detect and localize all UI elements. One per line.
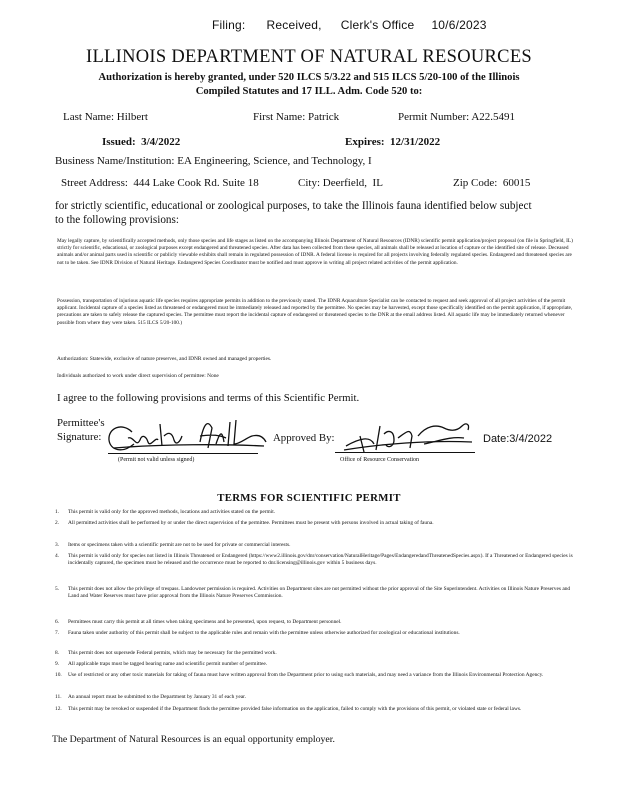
zip-label: Zip Code: (453, 177, 498, 189)
term-number: 6. (55, 619, 60, 625)
expires-row (345, 136, 440, 148)
authorization-scope: Authorization: Statewide, exclusive of nature preserves, and IDNR owned and managed properties. (57, 356, 272, 362)
purpose-line-1: for strictly scientific, educational or zoological purposes, to take the Illinois fauna identified below subject (55, 200, 532, 212)
expires-value: 12/31/2022 (390, 136, 441, 148)
state-value: IL (372, 177, 383, 189)
filing-label: Filing: (212, 18, 246, 32)
filing-stamp (212, 18, 487, 32)
term-number: 4. (55, 553, 60, 559)
first-name-value: Patrick (308, 111, 340, 123)
business-value: EA Engineering, Science, and Technology, I (177, 155, 372, 167)
approver-caption: Office of Resource Conservation (340, 457, 420, 463)
authorization-line-1: Authorization is hereby granted, under 520 ILCS 5/3.22 and 515 ILCS 5/20-100 of the Illinois (98, 72, 520, 83)
term-text: This permit does not supersede Federal permits, which may be necessary for the permitted work. (68, 650, 277, 656)
business-label: Business Name/Institution: (55, 155, 175, 167)
approver-signature-line (335, 452, 475, 453)
term-number: 9. (55, 661, 60, 667)
business-row (55, 155, 372, 167)
city-row (298, 177, 383, 189)
term-text: Items or specimens taken with a scientific permit are not to be used for private or commercial interests. (68, 542, 291, 548)
possession-provision: Possession, transportation of injurious aquatic life species requires appropriate permits in addition to the previously stated. The IDNR Aquaculture Specialist can be contacted to request and seek approval of all project activities of the permit applicant. Incidental capture of a species listed as threatened or endangered must be immediately released and reported by the permittee. No species may be harvested, except those specifically identified on the permit application, if appropriate, precautions are taken to safely release the captured species. The permittee must report the incidental capture of endangered or threatened species to the DNR at the email address listed. All aquatic life may be immediately returned whenever possible from where they were taken. 515 ILCS 5/20-100.) (57, 298, 573, 326)
term-number: 10. (55, 672, 62, 678)
city-value: Deerfield, (322, 177, 368, 189)
street-row (61, 177, 259, 189)
permit-number-row (398, 111, 515, 123)
term-text: Use of restricted or any other toxic materials for taking of fauna must have written approval from the Department prior to using such materials, and may need a variance from the Illinois Environmental Protection Agency. (68, 672, 544, 678)
issued-label: Issued: (102, 136, 136, 148)
street-value: 444 Lake Cook Rd. Suite 18 (133, 177, 259, 189)
approval-date (483, 433, 552, 445)
city-label: City: (298, 177, 321, 189)
filing-status: Received, (266, 18, 322, 32)
term-text: An annual report must be submitted to the Department by January 31 of each year. (68, 694, 246, 700)
authorized-individuals: Individuals authorized to work under direct supervision of permittee: None (57, 373, 219, 379)
term-text: This permit may be revoked or suspended if the Department finds the permittee provided false information on the application, failed to comply with the provisions of this permit, or violated state or federal laws. (68, 706, 522, 712)
term-text: This permit does not allow the privilege of trespass. Landowner permission is required. Activities on Department sites are not permitted without the prior approval of the Site Superintendent. Activities on Illinois Nature Preserves and Land and Water Reserves must have prior approval from the Illinois Nature Preserves Commission. (68, 586, 571, 600)
approved-by-label: Approved By: (273, 432, 335, 444)
term-number: 1. (55, 509, 60, 515)
term-number: 5. (55, 586, 60, 592)
expires-label: Expires: (345, 136, 385, 148)
term-text: Fauna taken under authority of this permit shall be subject to the applicable rules and remain with the permittee unless otherwise authorized for zoological or educational institutions. (68, 630, 460, 636)
filing-office: Clerk's Office (340, 18, 415, 32)
issued-value: 3/4/2022 (141, 136, 181, 148)
term-text: This permit is valid only for species not listed in Illinois Threatened or Endangered (https://www2.illinois.gov/dnr/conservation/NaturalHeritage/Pages/EndangeredandThreatenedSpecies.aspx). If a Threatened or Endangered species is incidentally captured, the specimen must be released and the occurrence must be reported to dnr.licensing@illinois.gov within 5 business days. (68, 553, 573, 567)
term-text: All applicable traps must be tagged bearing name and scientific permit number of permittee. (68, 661, 268, 667)
term-number: 3. (55, 542, 60, 548)
authorization-line-2: Compiled Statutes and 17 ILL. Adm. Code 520 to: (195, 86, 423, 97)
permittee-signature (104, 414, 274, 458)
term-number: 8. (55, 650, 60, 656)
purpose-line-2: to the following provisions: (55, 214, 179, 226)
equal-opportunity-footer: The Department of Natural Resources is an equal opportunity employer. (52, 734, 335, 745)
approval-date-value: 3/4/2022 (509, 433, 553, 445)
term-number: 12. (55, 706, 62, 712)
last-name-row (63, 111, 148, 123)
capture-provision: May legally capture, by scientifically accepted methods, only those species and life stages as listed on the accompanying Illinois Department of Natural Resources (IDNR) scientific permit application/project proposal (on file in Springfield, IL) strictly for scientific, educational, or zoological purposes except endangered and threatened species. After data has been collected from these species, all animals shall be released at location of capture or the identified site of release. Deceased animals and/or animal parts used in scientific or publicly viewable exhibits shall remain in regulated possession of IDNR. A federal license is required for all projects involving federally regulated species. Endangered and threatened species are not to be taken. See IDNR Division of Natural Heritage. Endangered Species Coordinator must be notified and must approve in writing all project related activities of the permit application. (57, 238, 573, 266)
street-label: Street Address: (61, 177, 128, 189)
term-text: All permitted activities shall be performed by or under the direct supervision of the permittee. Permittees must be present with persons involved in actual taking of fauna. (68, 520, 434, 526)
term-number: 11. (55, 694, 62, 700)
filing-date: 10/6/2023 (431, 18, 487, 32)
zip-row (453, 177, 530, 189)
permittee-signature-label-2: Signature: (57, 431, 102, 443)
permit-number-label: Permit Number: (398, 111, 470, 123)
permit-number-value: A22.5491 (471, 111, 516, 123)
permittee-signature-caption: (Permit not valid unless signed) (118, 457, 195, 463)
first-name-label: First Name: (253, 111, 306, 123)
term-number: 7. (55, 630, 60, 636)
term-text: This permit is valid only for the approved methods, locations and activities stated on the permit. (68, 509, 276, 515)
term-text: Permittees must carry this permit at all times when taking specimens and be presented, upon request, to Department personnel. (68, 619, 342, 625)
issued-row (102, 136, 180, 148)
last-name-value: Hilbert (116, 111, 148, 123)
agreement-statement: I agree to the following provisions and terms of this Scientific Permit. (57, 392, 360, 404)
permittee-signature-label-1: Permittee's (57, 417, 105, 429)
terms-title: TERMS FOR SCIENTIFIC PERMIT (217, 492, 401, 504)
agency-title: ILLINOIS DEPARTMENT OF NATURAL RESOURCES (85, 47, 533, 67)
zip-value: 60015 (502, 177, 531, 189)
first-name-row (253, 111, 339, 123)
permittee-signature-line (108, 453, 258, 454)
approval-date-label: Date: (483, 433, 510, 445)
term-number: 2. (55, 520, 60, 526)
last-name-label: Last Name: (63, 111, 115, 123)
